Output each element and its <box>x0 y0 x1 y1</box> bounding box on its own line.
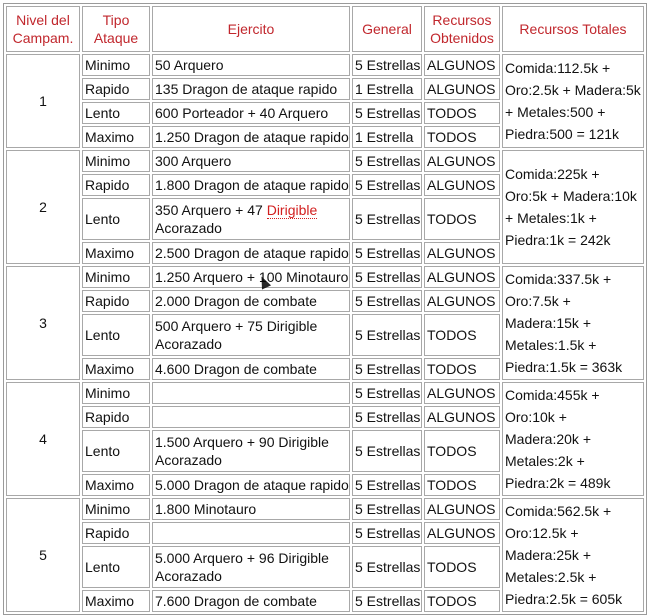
obtained-cell: TODOS <box>424 126 500 148</box>
army-cell: 1.250 Dragon de ataque rapido <box>152 126 350 148</box>
attack-type-cell: Rapido <box>82 290 150 312</box>
obtained-cell: ALGUNOS <box>424 382 500 404</box>
attack-type-cell: Maximo <box>82 126 150 148</box>
obtained-cell: TODOS <box>424 474 500 496</box>
camp-table <box>3 3 647 615</box>
obtained-cell: TODOS <box>424 358 500 380</box>
header-army: Ejercito <box>152 6 350 52</box>
obtained-cell: ALGUNOS <box>424 150 500 172</box>
general-cell: 5 Estrellas <box>352 382 422 404</box>
obtained-cell: TODOS <box>424 546 500 588</box>
attack-type-cell: Minimo <box>82 150 150 172</box>
attack-type-cell: Maximo <box>82 358 150 380</box>
total-resources-cell: Comida:337.5k + Oro:7.5k + Madera:15k + Metales:1.5k + Piedra:1.5k = 363k <box>502 266 644 380</box>
obtained-cell: TODOS <box>424 198 500 240</box>
army-cell: 7.600 Dragon de combate <box>152 590 350 612</box>
army-cell: 1.800 Dragon de ataque rapido <box>152 174 350 196</box>
obtained-cell: ALGUNOS <box>424 78 500 100</box>
attack-type-cell: Rapido <box>82 174 150 196</box>
total-resources-cell: Comida:562.5k + Oro:12.5k + Madera:25k + Metales:2.5k + Piedra:2.5k = 605k <box>502 498 644 612</box>
general-cell: 5 Estrellas <box>352 54 422 76</box>
army-text: Acorazado <box>155 220 222 236</box>
army-cell: 4.600 Dragon de combate <box>152 358 350 380</box>
army-cell: 135 Dragon de ataque rapido <box>152 78 350 100</box>
header-obtained: Recursos Obtenidos <box>424 6 500 52</box>
attack-type-cell: Rapido <box>82 78 150 100</box>
general-cell: 5 Estrellas <box>352 474 422 496</box>
general-cell: 5 Estrellas <box>352 546 422 588</box>
army-cell: 50 Arquero <box>152 54 350 76</box>
army-cell: 500 Arquero + 75 Dirigible Acorazado <box>152 314 350 356</box>
attack-type-cell: Rapido <box>82 522 150 544</box>
obtained-cell: ALGUNOS <box>424 242 500 264</box>
table-body <box>6 54 644 612</box>
level-number-cell: 1 <box>6 54 80 148</box>
army-cell <box>152 198 350 240</box>
dirigible-link[interactable]: Dirigible <box>266 202 318 218</box>
obtained-cell: ALGUNOS <box>424 498 500 520</box>
total-resources-cell: Comida:225k + Oro:5k + Madera:10k + Metales:1k + Piedra:1k = 242k <box>502 150 644 264</box>
attack-type-cell: Lento <box>82 546 150 588</box>
header-type: Tipo Ataque <box>82 6 150 52</box>
army-cell: 2.000 Dragon de combate <box>152 290 350 312</box>
attack-type-cell: Lento <box>82 430 150 472</box>
army-cell <box>152 382 350 404</box>
level-number-cell: 2 <box>6 150 80 264</box>
army-cell: 2.500 Dragon de ataque rapido <box>152 242 350 264</box>
obtained-cell: ALGUNOS <box>424 174 500 196</box>
general-cell: 5 Estrellas <box>352 314 422 356</box>
attack-type-cell: Minimo <box>82 498 150 520</box>
obtained-cell: TODOS <box>424 430 500 472</box>
level-number-cell: 3 <box>6 266 80 380</box>
level-number-cell: 4 <box>6 382 80 496</box>
general-cell: 5 Estrellas <box>352 406 422 428</box>
army-cell: 600 Porteador + 40 Arquero <box>152 102 350 124</box>
army-cell: 5.000 Arquero + 96 Dirigible Acorazado <box>152 546 350 588</box>
obtained-cell: TODOS <box>424 102 500 124</box>
obtained-cell: ALGUNOS <box>424 290 500 312</box>
army-text: 350 Arquero + 47 <box>155 202 267 218</box>
total-resources-cell: Comida:455k + Oro:10k + Madera:20k + Metales:2k + Piedra:2k = 489k <box>502 382 644 496</box>
table-row <box>6 382 644 404</box>
general-cell: 5 Estrellas <box>352 522 422 544</box>
general-cell: 5 Estrellas <box>352 290 422 312</box>
attack-type-cell: Maximo <box>82 242 150 264</box>
general-cell: 5 Estrellas <box>352 590 422 612</box>
army-cell: 300 Arquero <box>152 150 350 172</box>
general-cell: 5 Estrellas <box>352 430 422 472</box>
obtained-cell: ALGUNOS <box>424 522 500 544</box>
general-cell: 5 Estrellas <box>352 242 422 264</box>
table-row <box>6 266 644 288</box>
attack-type-cell: Maximo <box>82 590 150 612</box>
general-cell: 5 Estrellas <box>352 174 422 196</box>
level-number-cell: 5 <box>6 498 80 612</box>
header-level: Nivel del Campam. <box>6 6 80 52</box>
attack-type-cell: Minimo <box>82 266 150 288</box>
attack-type-cell: Lento <box>82 314 150 356</box>
header-general: General <box>352 6 422 52</box>
army-cell <box>152 522 350 544</box>
general-cell: 5 Estrellas <box>352 358 422 380</box>
obtained-cell: ALGUNOS <box>424 266 500 288</box>
army-cell: 1.800 Minotauro <box>152 498 350 520</box>
total-resources-cell: Comida:112.5k + Oro:2.5k + Madera:5k + Metales:500 + Piedra:500 = 121k <box>502 54 644 148</box>
army-cell <box>152 406 350 428</box>
general-cell: 1 Estrella <box>352 126 422 148</box>
obtained-cell: TODOS <box>424 314 500 356</box>
general-cell: 5 Estrellas <box>352 198 422 240</box>
attack-type-cell: Rapido <box>82 406 150 428</box>
army-cell: 1.250 Arquero + 100 Minotauro <box>152 266 350 288</box>
header-row <box>6 6 644 52</box>
obtained-cell: ALGUNOS <box>424 54 500 76</box>
attack-type-cell: Lento <box>82 102 150 124</box>
attack-type-cell: Minimo <box>82 382 150 404</box>
obtained-cell: ALGUNOS <box>424 406 500 428</box>
table-row <box>6 150 644 172</box>
obtained-cell: TODOS <box>424 590 500 612</box>
general-cell: 5 Estrellas <box>352 150 422 172</box>
general-cell: 5 Estrellas <box>352 498 422 520</box>
army-cell: 5.000 Dragon de ataque rapido <box>152 474 350 496</box>
table-row <box>6 54 644 76</box>
table-row <box>6 498 644 520</box>
attack-type-cell: Maximo <box>82 474 150 496</box>
general-cell: 1 Estrella <box>352 78 422 100</box>
general-cell: 5 Estrellas <box>352 102 422 124</box>
header-totals: Recursos Totales <box>502 6 644 52</box>
attack-type-cell: Lento <box>82 198 150 240</box>
army-cell: 1.500 Arquero + 90 Dirigible Acorazado <box>152 430 350 472</box>
attack-type-cell: Minimo <box>82 54 150 76</box>
general-cell: 5 Estrellas <box>352 266 422 288</box>
